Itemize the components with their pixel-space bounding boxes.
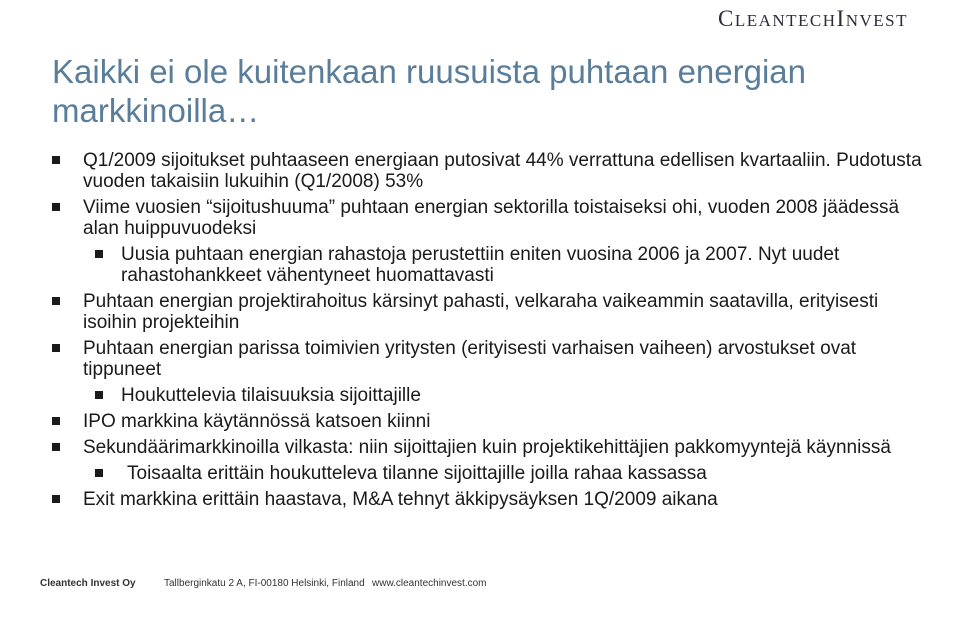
bullet-item	[52, 197, 922, 239]
square-bullet-icon	[95, 391, 103, 399]
bullet-text: IPO markkina käytännössä katsoen kiinni	[83, 411, 431, 432]
square-bullet-icon	[52, 417, 60, 425]
bullet-list	[52, 150, 922, 515]
square-bullet-icon	[52, 156, 60, 164]
company-logo: CLEANTECHINVEST	[717, 6, 908, 31]
square-bullet-icon	[95, 250, 103, 258]
bullet-text: Uusia puhtaan energian rahastoja perustettiin eniten vuosina 2006 ja 2007. Nyt uudet rahastohankkeet vähentyneet huomattavasti	[121, 244, 840, 286]
footer-company: Cleantech Invest Oy	[40, 578, 136, 589]
square-bullet-icon	[52, 495, 60, 503]
bullet-text: Viime vuosien “sijoitushuuma” puhtaan energian sektorilla toistaiseksi ohi, vuoden 2008 jäädessä alan huippuvuodeksi	[83, 197, 900, 239]
bullet-text: Sekundäärimarkkinoilla vilkasta: niin sijoittajien kuin projektikehittäjien pakkomyyntejä käynnissä	[83, 437, 891, 458]
sub-bullet-item	[52, 463, 922, 484]
bullet-text: Exit markkina erittäin haastava, M&A tehnyt äkkipysäyksen 1Q/2009 aikana	[83, 489, 718, 510]
square-bullet-icon	[95, 469, 103, 477]
square-bullet-icon	[52, 297, 60, 305]
bullet-text: Houkuttelevia tilaisuuksia sijoittajille	[121, 385, 421, 406]
bullet-text: Puhtaan energian parissa toimivien yritysten (erityisesti varhaisen vaiheen) arvostukset ovat tippuneet	[83, 338, 857, 380]
bullet-item	[52, 411, 922, 432]
square-bullet-icon	[52, 443, 60, 451]
bullet-text: Toisaalta erittäin houkutteleva tilanne sijoittajille joilla rahaa kassassa	[127, 463, 707, 484]
bullet-item	[52, 437, 922, 458]
bullet-text: Q1/2009 sijoitukset puhtaaseen energiaan putosivat 44% verrattuna edellisen kvartaaliin. Pudotusta vuoden takaisiin lukuihin (Q1/2008) 53%	[83, 150, 922, 192]
bullet-text: Puhtaan energian projektirahoitus kärsinyt pahasti, velkaraha vaikeammin saatavilla, erityisesti isoihin projekteihin	[83, 291, 879, 333]
sub-bullet-item	[52, 385, 922, 406]
square-bullet-icon	[52, 344, 60, 352]
slide-title: Kaikki ei ole kuitenkaan ruusuista puhtaan energian markkinoilla…	[52, 53, 807, 129]
bullet-item	[52, 291, 922, 333]
square-bullet-icon	[52, 203, 60, 211]
bullet-item	[52, 338, 922, 380]
bullet-item	[52, 489, 922, 510]
footer-address: Tallberginkatu 2 A, FI-00180 Helsinki, Finland	[164, 578, 365, 589]
bullet-item	[52, 150, 922, 192]
sub-bullet-item	[52, 244, 922, 286]
footer-website: www.cleantechinvest.com	[372, 578, 487, 589]
